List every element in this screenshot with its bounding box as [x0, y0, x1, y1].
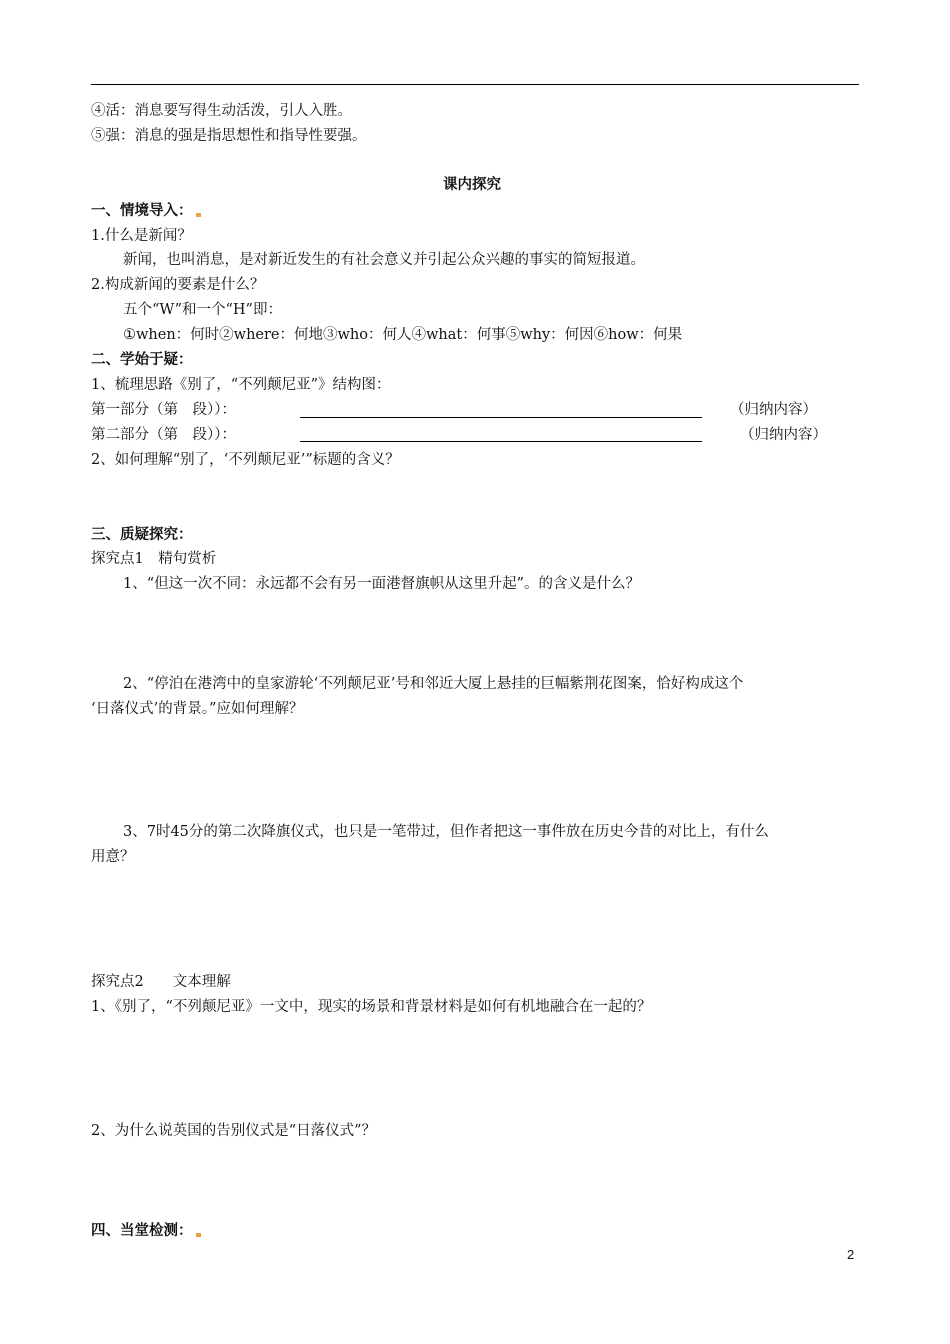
explore-point-1: 探究点1 精句赏析	[91, 551, 217, 567]
part2-note: （归纳内容）	[740, 427, 827, 443]
section-1-title-text: 一、情境导入：	[91, 203, 193, 219]
point1-question-1: 1、“但这一次不同：永远都不会有另一面港督旗帜从这里升起”。的含义是什么？	[123, 576, 641, 592]
point2-question-1: 1、《别了，“不列颠尼亚》一文中，现实的场景和背景材料是如何有机地融合在一起的？	[91, 999, 652, 1015]
point2-question-2: 2、为什么说英国的告别仪式是“日落仪式”？	[91, 1123, 377, 1139]
highlight-mark	[196, 213, 201, 217]
section-4-title-text: 四、当堂检测：	[91, 1223, 193, 1239]
part2-answer-blank[interactable]	[300, 441, 702, 442]
sec1-answer-2: 五个“W”和一个“H”即：	[123, 302, 282, 318]
section-3-title: 三、质疑探究：	[91, 527, 193, 543]
header-rule	[91, 84, 859, 85]
point1-question-2-line2: ‘日落仪式’的背景。”应如何理解？	[91, 701, 304, 717]
intro-item-4: ④活：消息要写得生动活泼，引人入胜。	[91, 103, 352, 119]
sec2-question-1: 1、梳理思路《别了，“不列颠尼亚”》结构图：	[91, 377, 391, 393]
sec1-question-1: 1.什么是新闻？	[91, 228, 192, 244]
highlight-mark	[196, 1233, 201, 1237]
sec1-answer-2-list: ①when：何时②where：何地③who：何人④what：何事⑤why：何因⑥how：何果	[123, 327, 683, 343]
part2-label: 第二部分（第 段））：	[91, 427, 236, 443]
section-4-title	[91, 1221, 201, 1241]
section-heading: 课内探究	[443, 177, 501, 193]
intro-item-5: ⑤强：消息的强是指思想性和指导性要强。	[91, 128, 367, 144]
part1-label: 第一部分（第 段））：	[91, 402, 236, 418]
sec2-question-2: 2、如何理解“别了，‘不列颠尼亚’”标题的含义？	[91, 452, 400, 468]
part1-answer-blank[interactable]	[300, 417, 702, 418]
explore-point-2: 探究点2 文本理解	[91, 974, 231, 990]
section-1-title	[91, 201, 201, 221]
point1-question-3-line1: 3、7时45分的第二次降旗仪式，也只是一笔带过，但作者把这一事件放在历史今昔的对比上，有什么	[123, 824, 769, 840]
page-number: 2	[847, 1247, 855, 1262]
part1-note: （归纳内容）	[730, 402, 817, 418]
sec1-question-2: 2.构成新闻的要素是什么？	[91, 277, 265, 293]
point1-question-3-line2: 用意？	[91, 849, 135, 865]
section-2-title: 二、学始于疑：	[91, 352, 193, 368]
sec1-answer-1: 新闻，也叫消息，是对新近发生的有社会意义并引起公众兴趣的事实的简短报道。	[123, 252, 645, 268]
point1-question-2-line1: 2、“停泊在港湾中的皇家游轮‘不列颠尼亚’号和邻近大厦上悬挂的巨幅紫荆花图案，恰好构成这个	[123, 676, 744, 692]
